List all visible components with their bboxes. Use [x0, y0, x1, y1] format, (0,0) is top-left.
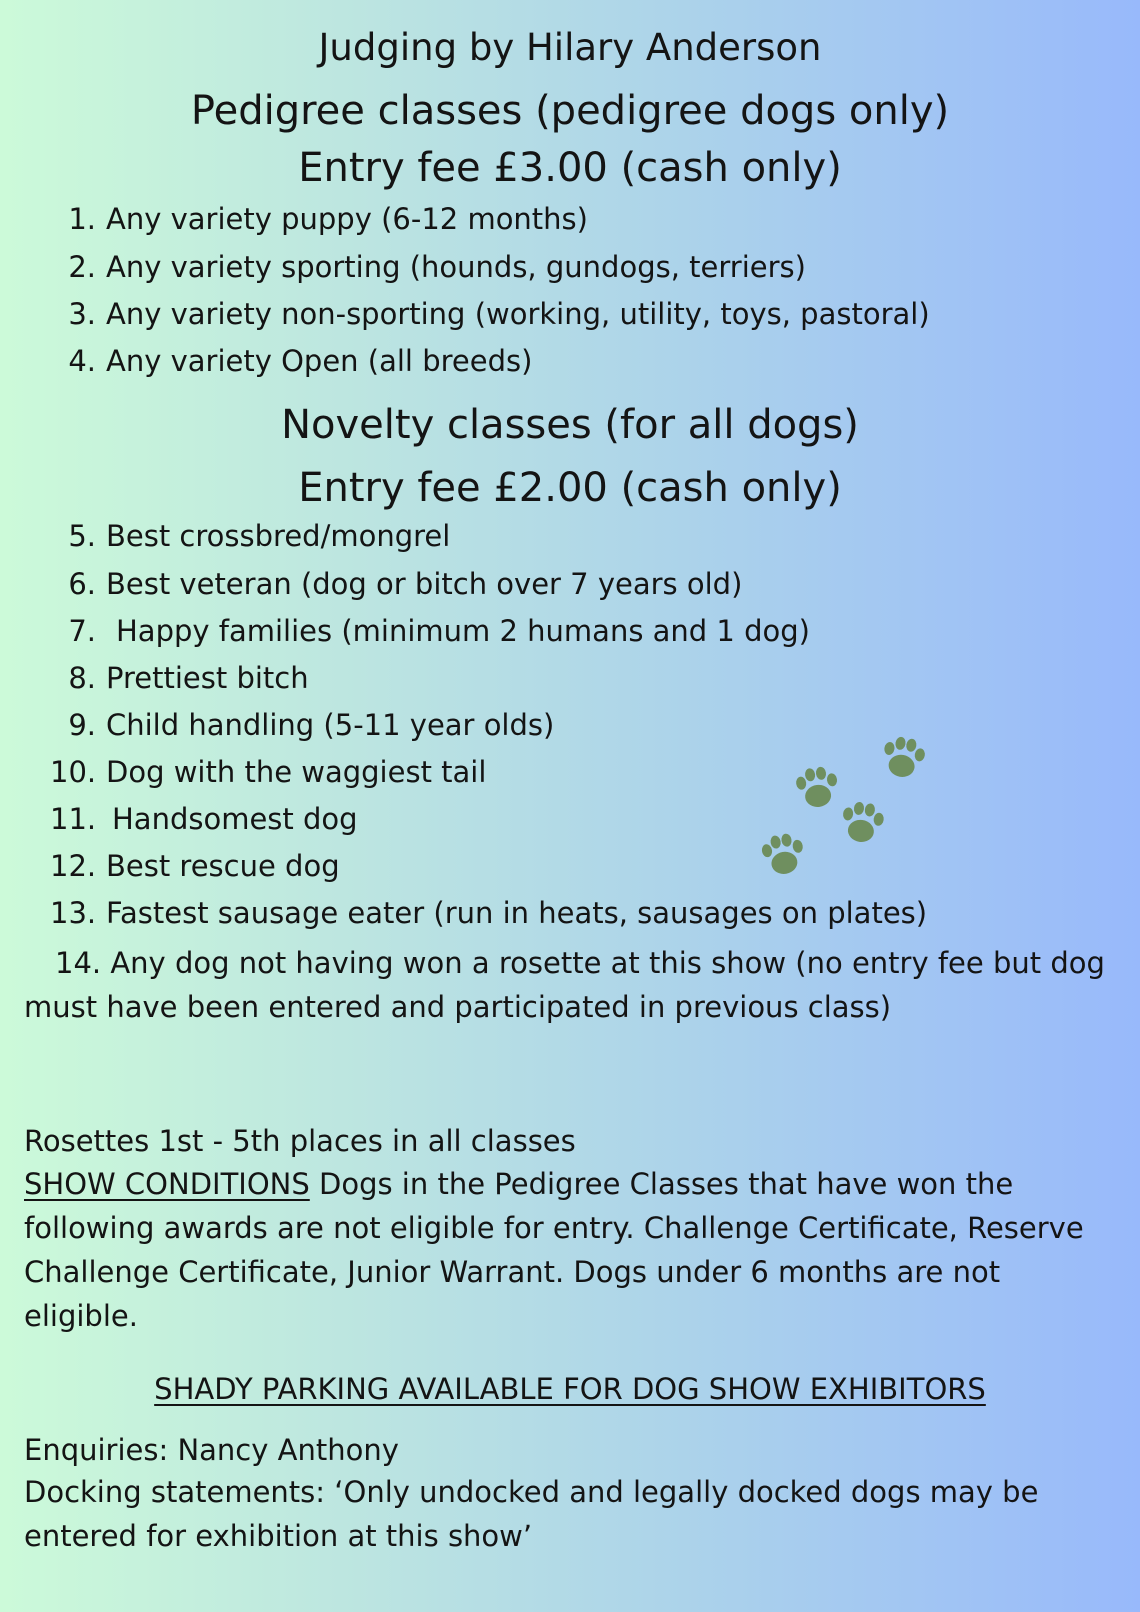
class-number: 1. — [68, 202, 96, 236]
class-number: 5. — [68, 519, 96, 553]
class-text: Best rescue dog — [106, 849, 340, 883]
class-text: Happy families (minimum 2 humans and 1 dog) — [116, 614, 810, 648]
paw-print-icon — [794, 765, 840, 810]
docking-statement: Docking statements: ‘Only undocked and legally docked dogs may be entered for exhibition at this show’ — [24, 1475, 1039, 1553]
list-item — [50, 849, 340, 883]
class-text: Any variety puppy (6-12 months) — [106, 202, 588, 236]
class-text: Dog with the waggiest tail — [106, 755, 487, 789]
show-conditions-label: SHOW CONDITIONS — [24, 1167, 310, 1201]
enquiries: Enquiries: Nancy Anthony — [24, 1433, 399, 1467]
list-item — [50, 344, 532, 378]
class-text: Any variety sporting (hounds, gundogs, terriers) — [106, 250, 806, 284]
rosettes-note: Rosettes 1st - 5th places in all classes — [24, 1124, 576, 1158]
class-text: Any variety non-sporting (working, utility, toys, pastoral) — [106, 297, 930, 331]
class-number: 6. — [68, 567, 96, 601]
class-text: Prettiest bitch — [106, 661, 309, 695]
class-number: 10. — [50, 755, 97, 789]
judge-line: Judging by Hilary Anderson — [318, 26, 822, 69]
list-item — [50, 519, 450, 553]
class-text: Any dog not having won a rosette at this show (no entry fee but dog must have been entered and participated in previous class) — [24, 946, 1105, 1024]
list-item — [50, 708, 554, 742]
class-text: Fastest sausage eater (run in heats, sausages on plates) — [106, 896, 928, 930]
class-number: 9. — [68, 708, 96, 742]
show-conditions-text: Dogs in the Pedigree Classes that have won the following awards are not eligible for entry. Challenge Certificate, Reserve Challenge Certificate, Junior Warrant. Dogs under 6 months are not eligible. — [24, 1167, 1084, 1333]
class-number: 14. — [55, 946, 102, 980]
class-number: 7. — [68, 614, 96, 648]
list-item — [50, 661, 309, 695]
class-text: Best crossbred/mongrel — [106, 519, 451, 553]
class-text: Child handling (5-11 year olds) — [106, 708, 555, 742]
parking-note: SHADY PARKING AVAILABLE FOR DOG SHOW EXHIBITORS — [154, 1372, 986, 1406]
class-number: 12. — [50, 849, 97, 883]
class-text: Any variety Open (all breeds) — [106, 344, 533, 378]
class-number: 3. — [68, 297, 96, 331]
novelty-fee: Entry fee £2.00 (cash only) — [298, 465, 842, 511]
novelty-heading: Novelty classes (for all dogs) — [281, 402, 859, 448]
list-item — [50, 567, 742, 601]
class-number: 2. — [68, 250, 96, 284]
class-number: 13. — [50, 896, 97, 930]
class-text: Handsomest dog — [112, 802, 358, 836]
list-item — [50, 614, 810, 648]
pedigree-fee: Entry fee £3.00 (cash only) — [298, 145, 842, 191]
list-item — [50, 802, 358, 836]
pedigree-heading: Pedigree classes (pedigree dogs only) — [190, 88, 950, 134]
list-item — [50, 202, 588, 236]
paw-print-icon — [840, 800, 886, 845]
list-item — [50, 297, 930, 331]
class-14 — [24, 941, 1119, 1029]
class-number: 4. — [68, 344, 96, 378]
paw-print-icon — [880, 734, 927, 780]
paw-print-icon — [760, 831, 807, 877]
list-item — [50, 755, 486, 789]
list-item — [50, 896, 927, 930]
paw-prints-icon — [760, 728, 970, 888]
class-text: Best veteran (dog or bitch over 7 years old) — [106, 567, 743, 601]
show-conditions — [24, 1162, 1119, 1338]
class-number: 11. — [50, 802, 97, 836]
class-number: 8. — [68, 661, 96, 695]
list-item — [50, 250, 806, 284]
